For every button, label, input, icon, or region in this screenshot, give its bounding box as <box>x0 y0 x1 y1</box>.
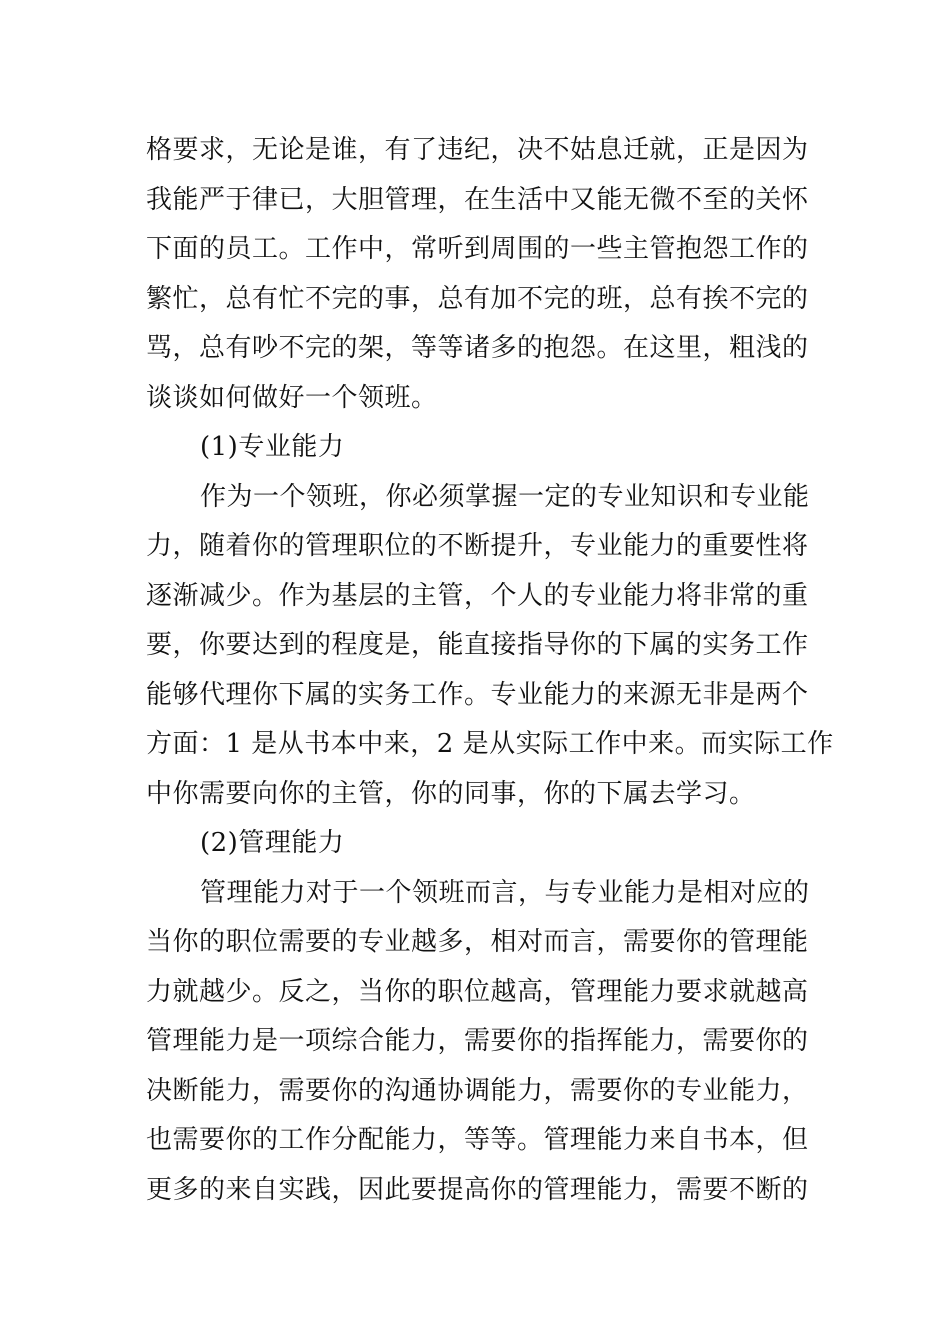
text-line: 管理能力对于一个领班而言，与专业能力是相对应的 <box>200 878 810 908</box>
text-line: 决断能力，需要你的沟通协调能力，需要你的专业能力， <box>146 1076 809 1106</box>
text-line: 也需要你的工作分配能力，等等。管理能力来自书本，但 <box>146 1125 809 1155</box>
text-line: 力就越少。反之，当你的职位越高，管理能力要求就越高 <box>146 977 809 1007</box>
text-line: 更多的来自实践，因此要提高你的管理能力，需要不断的 <box>146 1175 809 1205</box>
text-line: 作为一个领班，你必须掌握一定的专业知识和专业能 <box>200 482 810 512</box>
text-line: 逐渐减少。作为基层的主管，个人的专业能力将非常的重 <box>146 581 809 611</box>
text-line: 谈谈如何做好一个领班。 <box>146 383 438 413</box>
text-line: 力，随着你的管理职位的不断提升，专业能力的重要性将 <box>146 531 809 561</box>
text-line: 能够代理你下属的实务工作。专业能力的来源无非是两个 <box>146 680 809 710</box>
text-line: 繁忙，总有忙不完的事，总有加不完的班，总有挨不完的 <box>146 284 809 314</box>
text-line: 格要求，无论是谁，有了违纪，决不姑息迁就，正是因为 <box>146 135 809 165</box>
text-line: 中你需要向你的主管，你的同事，你的下属去学习。 <box>146 779 756 809</box>
text-line: 管理能力是一项综合能力，需要你的指挥能力，需要你的 <box>146 1026 809 1056</box>
text-line: 方面：1 是从书本中来，2 是从实际工作中来。而实际工作 <box>146 729 834 759</box>
text-line: 要，你要达到的程度是，能直接指导你的下属的实务工作 <box>146 630 809 660</box>
section-heading-management-ability: (2)管理能力 <box>200 828 345 858</box>
text-line: 下面的员工。工作中，常听到周围的一些主管抱怨工作的 <box>146 234 809 264</box>
text-line: 当你的职位需要的专业越多，相对而言，需要你的管理能 <box>146 927 809 957</box>
section-heading-professional-ability: (1)专业能力 <box>200 432 345 462</box>
text-line: 骂，总有吵不完的架，等等诸多的抱怨。在这里，粗浅的 <box>146 333 809 363</box>
text-line: 我能严于律已，大胆管理，在生活中又能无微不至的关怀 <box>146 185 809 215</box>
